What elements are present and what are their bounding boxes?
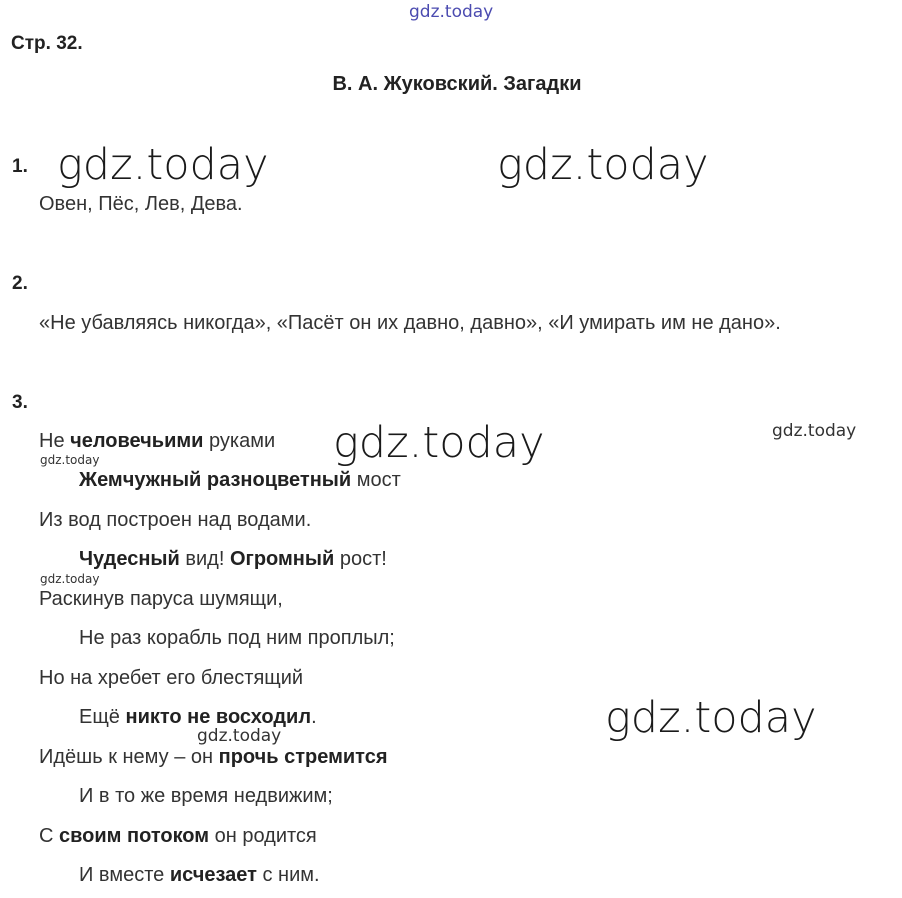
bold-word: прочь стремится <box>218 746 388 768</box>
poem-text: . <box>311 706 317 728</box>
poem-text: И в то же время недвижим; <box>79 785 333 807</box>
poem-line <box>79 548 387 571</box>
poem-line <box>39 746 388 769</box>
bold-word: исчезает <box>169 864 257 886</box>
watermark: gdz.today <box>333 418 545 468</box>
poem-text: вид! <box>179 548 230 570</box>
item-number: 3. <box>12 392 28 413</box>
answer-text: «Не убавляясь никогда», «Пасёт он их давно, давно», «И умирать им не дано». <box>39 312 781 334</box>
poem-text: он родится <box>209 825 317 847</box>
poem-text: Не раз корабль под ним проплыл; <box>79 627 395 649</box>
poem-text: рост! <box>334 548 387 570</box>
poem-text: И вместе <box>79 864 170 886</box>
watermark: gdz.today <box>40 453 100 467</box>
bold-word: никто не восходил <box>125 706 312 728</box>
watermark-top: gdz.today <box>409 2 494 22</box>
bold-word: Огромный <box>229 548 335 570</box>
page-title: В. А. Жуковский. Загадки <box>332 73 582 95</box>
watermark: gdz.today <box>40 572 100 586</box>
bold-word: Чудесный <box>79 548 180 570</box>
poem-text: Идёшь к нему – он <box>39 746 219 768</box>
watermark: gdz.today <box>57 140 269 190</box>
poem-line <box>79 785 333 808</box>
poem-line <box>79 706 317 729</box>
bold-word: человечьими <box>70 430 204 452</box>
page-number: Стр. 32. <box>11 33 83 54</box>
watermark: gdz.today <box>605 693 817 743</box>
poem-line <box>39 509 311 532</box>
poem-text: с ним. <box>256 864 320 886</box>
poem-text: Раскинув паруса шумящи, <box>39 588 283 610</box>
item-number: 1. <box>12 156 28 177</box>
poem-line <box>39 825 317 848</box>
poem-line <box>39 667 303 690</box>
watermark: gdz.today <box>197 726 282 746</box>
poem-text: Но на хребет его блестящий <box>39 667 304 689</box>
poem-line <box>39 430 275 453</box>
poem-line <box>79 864 320 887</box>
poem-text: С <box>39 825 59 847</box>
poem-line <box>39 588 283 611</box>
bold-word: своим потоком <box>59 825 210 847</box>
poem-text: руками <box>203 430 276 452</box>
watermark: gdz.today <box>497 140 709 190</box>
poem-line <box>79 469 401 492</box>
item-number: 2. <box>12 273 28 294</box>
answer-text: Овен, Пёс, Лев, Дева. <box>39 193 243 215</box>
poem-text: Ещё <box>79 706 126 728</box>
poem-line <box>79 627 395 650</box>
bold-word: Жемчужный разноцветный <box>79 469 352 491</box>
poem-text: Из вод построен над водами. <box>39 509 312 531</box>
poem-text: Не <box>39 430 71 452</box>
poem-text: мост <box>351 469 401 491</box>
watermark: gdz.today <box>772 421 857 441</box>
